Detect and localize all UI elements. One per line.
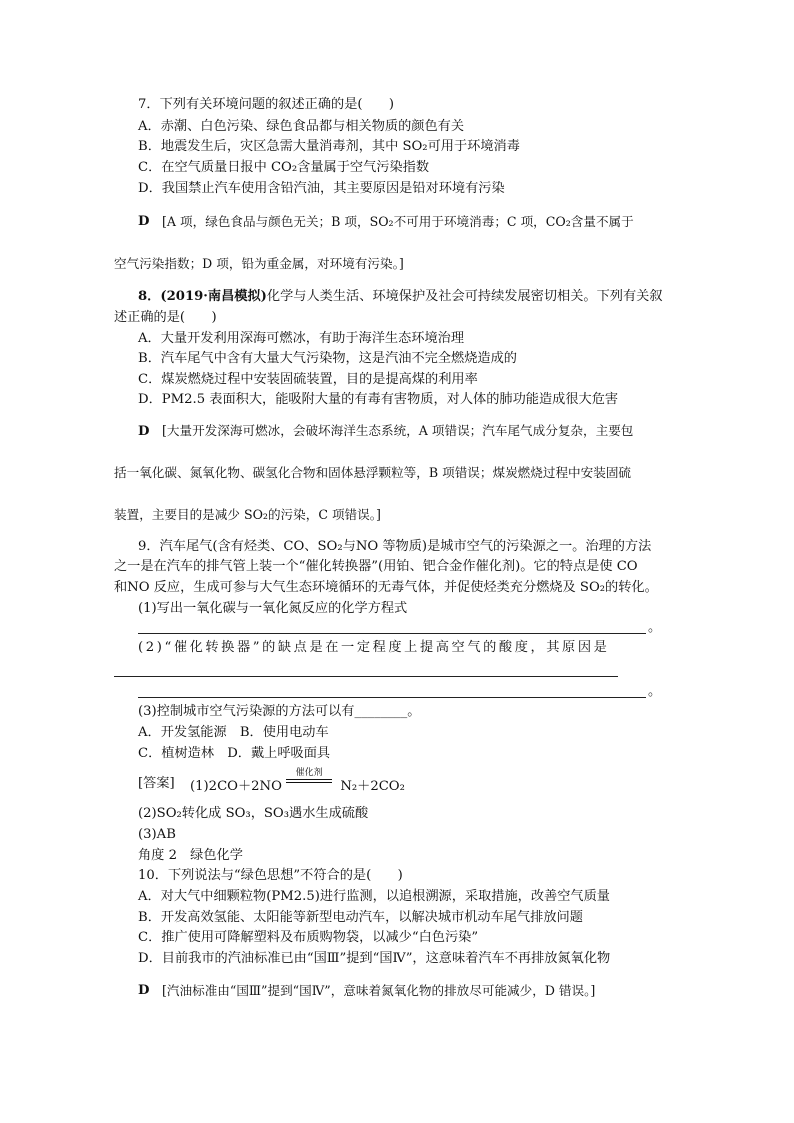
q9-part3: (3)控制城市空气污染源的方法可以有________。	[138, 704, 421, 719]
q9-part1-blank	[138, 633, 646, 634]
q7-option-d: D．我国禁止汽车使用含铅汽油，其主要原因是铅对环境有污染	[138, 181, 505, 196]
q9-part2-end: 。	[648, 684, 662, 699]
q10-answer-text: [汽油标准由“国Ⅲ”提到“国Ⅳ”，意味着氮氧化物的排放尽可能减少，D 错误。]	[162, 983, 596, 998]
eq-products: N₂＋2CO₂	[340, 779, 405, 794]
eq-equals-sign	[286, 779, 332, 783]
section-heading: 角度 2 绿色化学	[138, 848, 243, 863]
q7-option-b: B．地震发生后，灾区急需大量消毒剂，其中 SO₂可用于环境消毒	[138, 139, 520, 154]
q9-options-1: A．开发氢能源 B．使用电动车	[138, 725, 329, 740]
q10-option-c: C．推广使用可降解塑料及布质购物袋，以减少“白色污染”	[138, 930, 479, 945]
q9-part1-end: 。	[648, 620, 662, 635]
eq-arrow	[286, 768, 336, 790]
q8-answer-text: [大量开发深海可燃冰，会破坏海洋生态系统，A 项错误；汽车尾气成分复杂，主要包	[162, 423, 634, 438]
q9-options-2: C．植树造林 D．戴上呼吸面具	[138, 746, 331, 761]
q8-answer-text-2: 括一氧化碳、氮氧化物、碳氢化合物和固体悬浮颗粒等，B 项错误；煤炭燃烧过程中安装固硫	[114, 465, 632, 480]
q9-part2-blank-2	[138, 697, 646, 698]
q7-option-a: A．赤潮、白色污染、绿色食品都与相关物质的颜色有关	[138, 119, 465, 134]
q8-answer-letter: D	[138, 424, 150, 439]
q9-stem-2: 之一是在汽车的排气管上装一个“催化转换器”(用铂、钯合金作催化剂)。它的特点是使 CO	[114, 559, 638, 574]
q9-answer-3: (3)AB	[138, 827, 176, 842]
q8-option-c: C．煤炭燃烧过程中安装固硫装置，目的是提高煤的利用率	[138, 372, 478, 387]
q7-stem: 7．下列有关环境问题的叙述正确的是( )	[138, 97, 395, 112]
q10-option-b: B．开发高效氢能、太阳能等新型电动汽车，以解决城市机动车尾气排放问题	[138, 910, 583, 925]
q8-source: 8．(2019·南昌模拟)	[138, 289, 267, 304]
q8-option-a: A．大量开发利用深海可燃冰，有助于海洋生态环境治理	[138, 331, 465, 346]
q7-answer-text-2: 空气污染指数；D 项，铅为重金属，对环境有污染。]	[114, 256, 404, 271]
q7-option-c: C．在空气质量日报中 CO₂含量属于空气污染指数	[138, 160, 430, 175]
q9-stem-1: 9．汽车尾气(含有烃类、CO、SO₂与NO 等物质)是城市空气的污染源之一。治理的方法	[138, 539, 652, 554]
q8-stem	[138, 288, 663, 306]
q9-answer-tag: [答案]	[138, 776, 175, 791]
q8-option-b: B．汽车尾气中含有大量大气污染物，这是汽油不完全燃烧造成的	[138, 351, 517, 366]
q8-answer-text-3: 装置，主要目的是减少 SO₂的污染，C 项错误。]	[114, 507, 381, 522]
q9-answer-equation	[190, 768, 405, 794]
q9-part1: (1)写出一氧化碳与一氧化氮反应的化学方程式	[138, 601, 408, 616]
q7-answer-text: [A 项，绿色食品与颜色无关；B 项，SO₂不可用于环境消毒；C 项，CO₂含量不属于	[162, 214, 634, 229]
q9-part2: (2)“催化转换器”的缺点是在一定程度上提高空气的酸度，其原因是	[138, 640, 610, 655]
eq-condition: 催化剂	[295, 768, 323, 778]
q10-option-a: A．对大气中细颗粒物(PM2.5)进行监测，以追根溯源，采取措施，改善空气质量	[138, 889, 610, 904]
q10-answer-letter: D	[138, 983, 150, 998]
q8-option-d: D．PM2.5 表面积大，能吸附大量的有毒有害物质，对人体的肺功能造成很大危害	[138, 392, 619, 407]
q8-stem-text: 化学与人类生活、环境保护及社会可持续发展密切相关。下列有关叙	[266, 289, 663, 304]
q7-answer-letter: D	[138, 214, 150, 229]
eq-reactants: (1)2CO＋2NO	[190, 779, 282, 794]
q10-option-d: D．目前我市的汽油标准已由“国Ⅲ”提到“国Ⅳ”，这意味着汽车不再排放氮氧化物	[138, 951, 611, 966]
q10-stem: 10．下列说法与“绿色思想”不符合的是( )	[138, 868, 403, 883]
q9-answer-2: (2)SO₂转化成 SO₃，SO₃遇水生成硫酸	[138, 806, 369, 821]
q9-part2-blank-1	[114, 676, 618, 677]
q9-stem-3: 和NO 反应，生成可参与大气生态环境循环的无毒气体，并促使烃类充分燃烧及 SO₂的转化。	[114, 580, 658, 595]
q8-stem-2: 述正确的是( )	[114, 310, 217, 325]
